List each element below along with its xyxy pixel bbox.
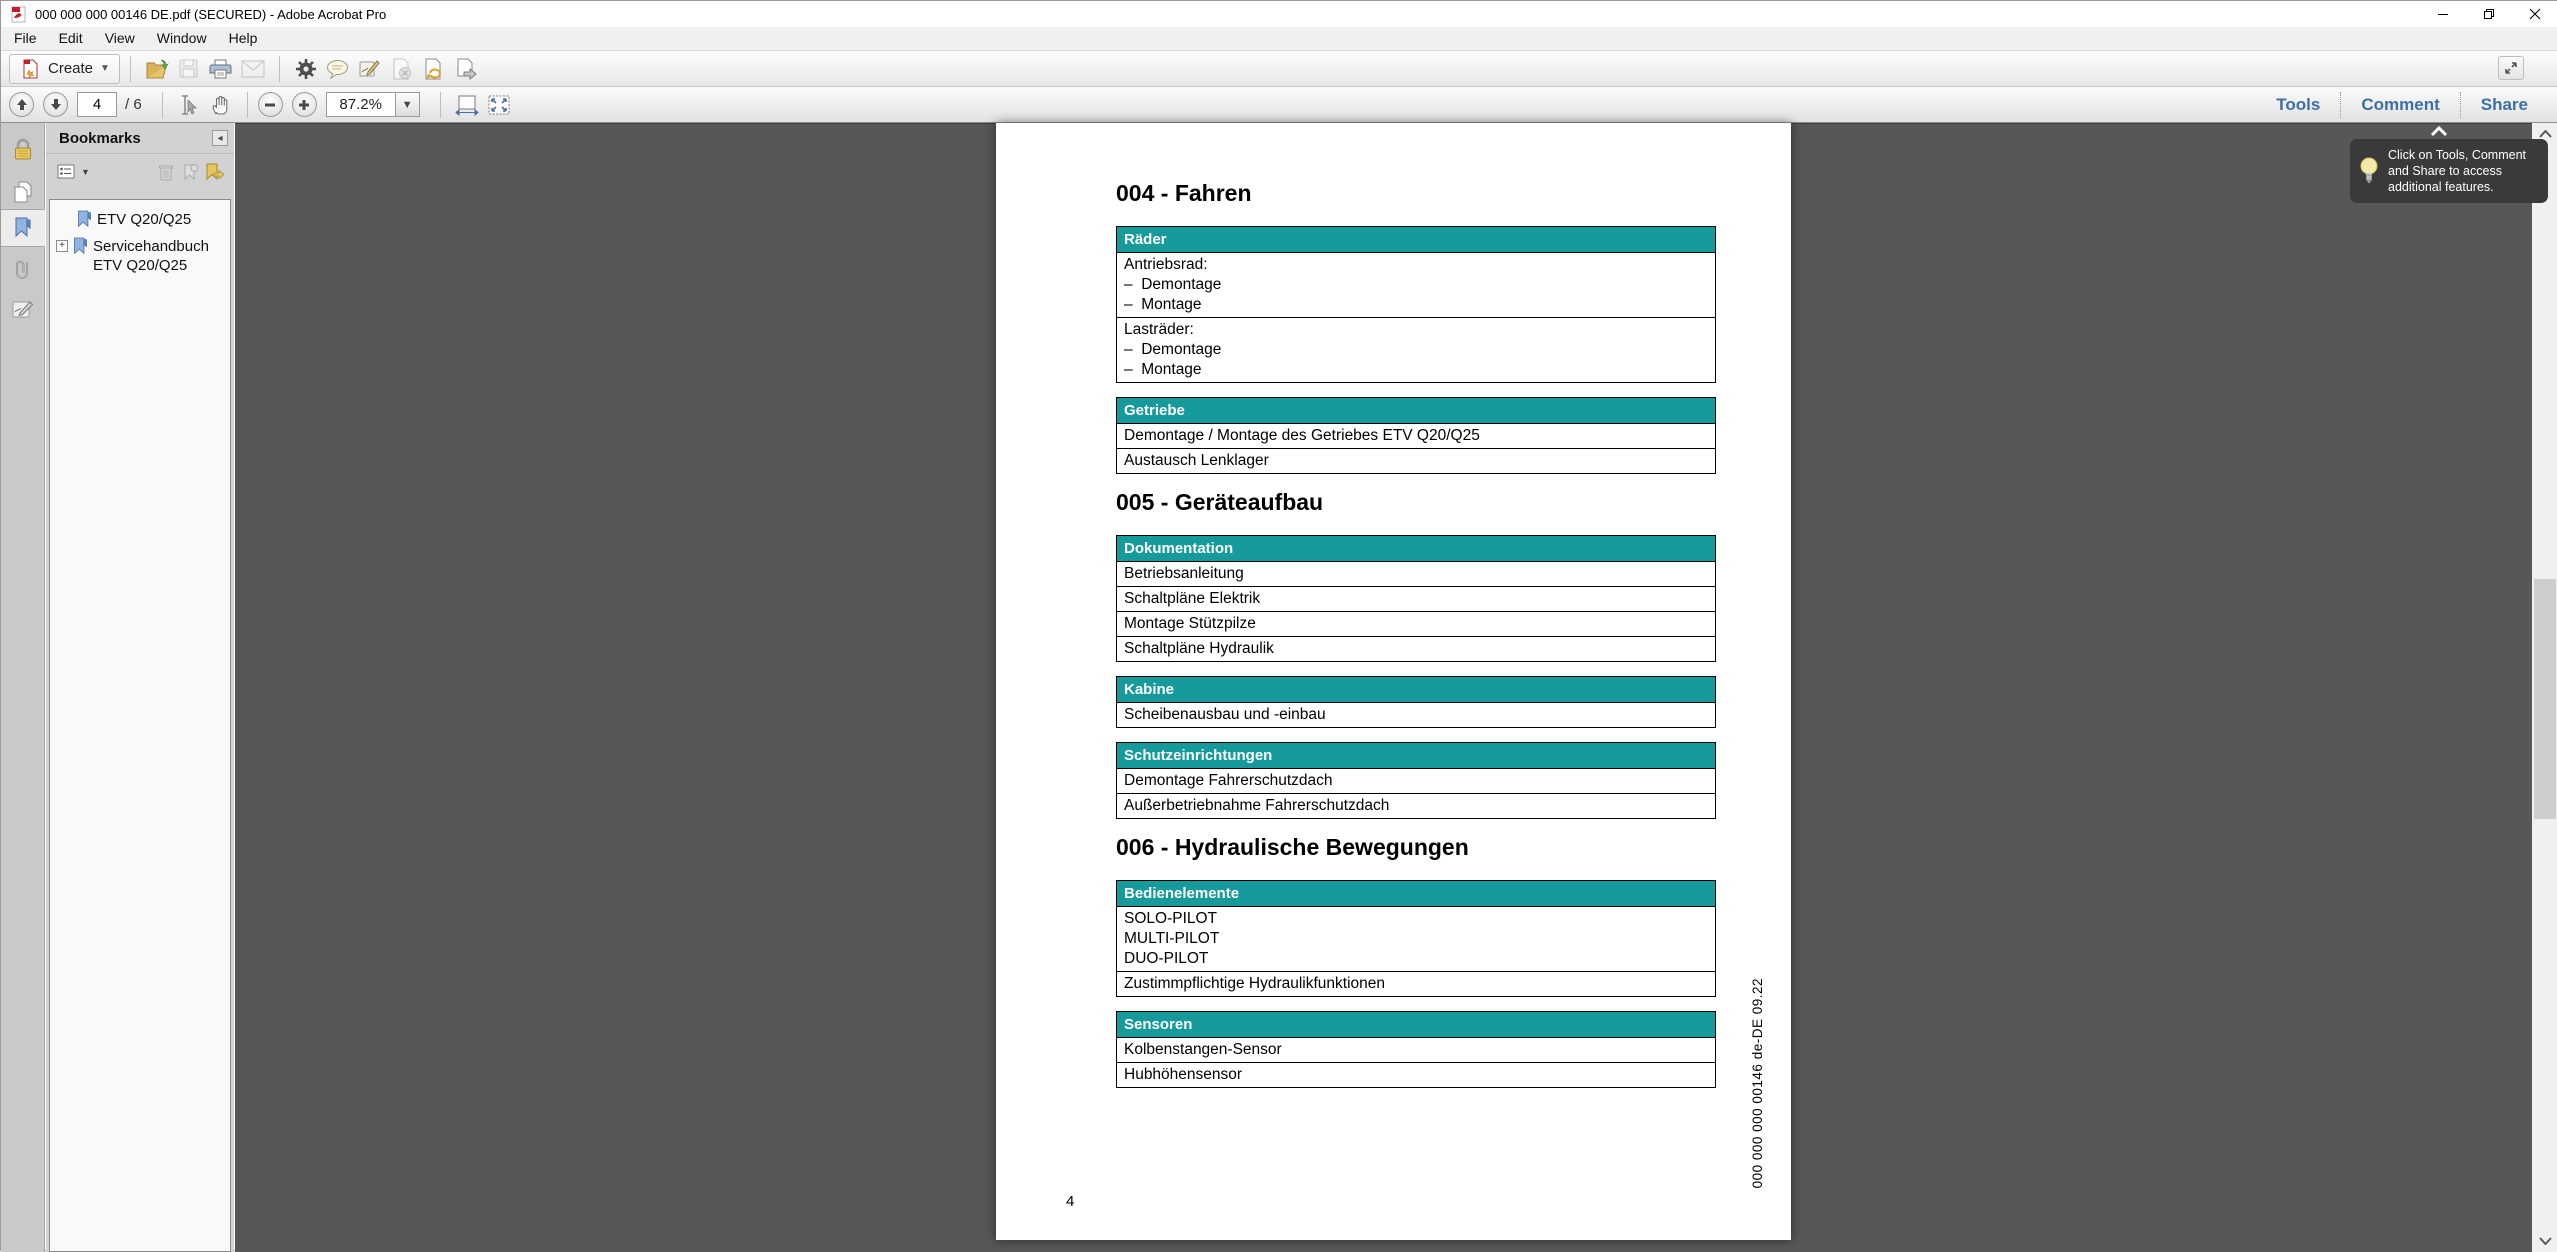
zoom-level-dropdown[interactable]	[396, 92, 420, 117]
table-row	[1117, 703, 1716, 728]
pdf-page	[996, 123, 1791, 1240]
table-row-line: Antriebsrad:	[1124, 256, 1208, 273]
tools-button[interactable]: Tools	[2276, 95, 2321, 114]
table-row	[1117, 449, 1716, 474]
table-row-line: – Montage	[1124, 296, 1202, 313]
feature-callout	[2350, 139, 2548, 203]
table-row-line: Montage Stützpilze	[1124, 615, 1256, 632]
page-number-input[interactable]	[77, 92, 117, 117]
print-button[interactable]	[205, 54, 237, 84]
table-header: Kabine	[1117, 677, 1716, 703]
attachments-tab[interactable]	[1, 253, 45, 287]
callout-text: Click on Tools, Comment and Share to access additional features.	[2388, 148, 2527, 194]
delete-bookmark-button[interactable]	[154, 161, 178, 183]
chevron-up-icon	[2539, 130, 2552, 138]
title-bar	[1, 1, 2557, 27]
toolbar-separator	[162, 92, 163, 118]
table-row-line: DUO-PILOT	[1124, 950, 1209, 967]
table-row-line: – Demontage	[1124, 276, 1222, 293]
menu-item-window[interactable]: Window	[156, 30, 207, 46]
new-bookmark-button[interactable]	[178, 161, 202, 183]
zoom-level-value[interactable]: 87.2%	[326, 92, 396, 117]
bookmarks-panel-title: Bookmarks	[59, 129, 141, 147]
export-button[interactable]	[450, 54, 482, 84]
table-row-line: MULTI-PILOT	[1124, 930, 1220, 947]
page-footer-number: 4	[1066, 1193, 1075, 1210]
table-row-line: Kolbenstangen-Sensor	[1124, 1041, 1282, 1058]
table-row-line: Lasträder:	[1124, 321, 1194, 338]
bookmarks-tab[interactable]	[1, 209, 45, 247]
previous-page-button[interactable]	[9, 92, 34, 117]
section-heading: 004 - Fahren	[1116, 180, 1252, 206]
bookmarks-list	[49, 199, 231, 1252]
table-row	[1117, 972, 1716, 997]
table-row-line: Scheibenausbau und -einbau	[1124, 706, 1326, 723]
lightbulb-icon	[2358, 156, 2380, 186]
table-header: Getriebe	[1117, 398, 1716, 424]
create-button-label: Create	[48, 60, 94, 77]
delete-pages-button[interactable]	[386, 54, 418, 84]
toc-table	[1116, 1011, 1716, 1088]
table-row	[1117, 587, 1716, 612]
open-file-button[interactable]	[141, 54, 173, 84]
document-code-vertical-label: 000 000 000 00146 de-DE 09.22	[1750, 977, 1765, 1188]
toc-table	[1116, 676, 1716, 728]
toolbar-separator	[440, 92, 441, 118]
chevron-down-icon: ▼	[81, 166, 90, 177]
navigation-pane-strip	[1, 123, 45, 1252]
table-row-line: – Demontage	[1124, 341, 1222, 358]
toc-table	[1116, 535, 1716, 662]
chevron-down-icon: ▼	[100, 63, 110, 74]
table-row	[1117, 637, 1716, 662]
zoom-in-button[interactable]	[292, 92, 317, 117]
table-row	[1117, 1038, 1716, 1063]
create-pdf-icon	[19, 58, 41, 80]
table-header: Bedienelemente	[1117, 881, 1716, 907]
bookmark-icon	[72, 236, 89, 257]
table-row-line: Schaltpläne Elektrik	[1124, 590, 1261, 607]
settings-gear-button[interactable]	[290, 54, 322, 84]
email-button[interactable]	[237, 54, 269, 84]
table-header: Schutzeinrichtungen	[1117, 743, 1716, 769]
zoom-out-button[interactable]	[258, 92, 283, 117]
expand-current-bookmark-button[interactable]	[202, 161, 226, 183]
table-row	[1117, 1063, 1716, 1088]
paperclip-icon	[12, 258, 34, 282]
bookmark-icon	[76, 209, 93, 230]
callout-caret-icon	[2430, 124, 2448, 142]
table-row-line: Austausch Lenklager	[1124, 452, 1269, 469]
collapse-panel-button[interactable]	[212, 130, 228, 146]
table-row	[1117, 253, 1716, 318]
bookmark-icon	[13, 216, 33, 240]
trash-icon	[158, 163, 174, 181]
select-tool-button[interactable]	[173, 90, 205, 120]
page-count-label: / 6	[125, 96, 142, 113]
save-button[interactable]	[173, 54, 205, 84]
expand-plus-icon[interactable]: +	[56, 240, 68, 252]
toc-table	[1116, 397, 1716, 474]
chevron-down-icon: ▼	[401, 98, 413, 111]
float-toolbar-button[interactable]	[2498, 56, 2524, 80]
close-button[interactable]	[2512, 1, 2557, 27]
main-toolbar	[1, 51, 2557, 87]
table-row-line: Demontage / Montage des Getriebes ETV Q20/Q25	[1124, 427, 1480, 444]
comment-bubble-button[interactable]	[322, 54, 354, 84]
sign-button[interactable]	[354, 54, 386, 84]
scroll-down-button[interactable]	[2532, 1230, 2557, 1252]
table-row-line: Betriebsanleitung	[1124, 565, 1244, 582]
chevron-left-icon: ◂	[217, 132, 223, 144]
goto-bookmark-icon	[204, 162, 224, 181]
table-row-line: – Montage	[1124, 361, 1202, 378]
menu-item-file[interactable]: File	[14, 30, 37, 46]
bookmark-label[interactable]: Servicehandbuch ETV Q20/Q25	[93, 238, 209, 274]
next-page-button[interactable]	[43, 92, 68, 117]
table-row	[1117, 562, 1716, 587]
chevron-down-icon	[2539, 1237, 2552, 1245]
new-bookmark-icon	[182, 163, 199, 181]
table-row	[1117, 907, 1716, 972]
menu-item-view[interactable]: View	[104, 30, 135, 46]
fit-width-button[interactable]	[451, 90, 483, 120]
bookmarks-panel	[46, 123, 234, 1252]
restore-button[interactable]	[2466, 1, 2512, 27]
table-row	[1117, 769, 1716, 794]
scrollbar-thumb[interactable]	[2534, 579, 2556, 819]
toc-table	[1116, 880, 1716, 997]
table-row-line: Zustimmpflichtige Hydraulikfunktionen	[1124, 975, 1386, 992]
table-header: Sensoren	[1117, 1012, 1716, 1038]
hand-tool-button[interactable]	[205, 90, 237, 120]
share-button[interactable]: Share	[2480, 95, 2528, 114]
toolbar-separator	[279, 56, 280, 82]
table-row-line: Demontage Fahrerschutzdach	[1124, 772, 1333, 789]
table-row-line: Hubhöhensensor	[1124, 1066, 1243, 1083]
create-button[interactable]	[9, 54, 120, 84]
security-tab[interactable]	[1, 133, 45, 167]
page-thumbnails-tab[interactable]	[1, 175, 45, 209]
menu-bar	[1, 27, 2557, 51]
minimize-button[interactable]	[2420, 1, 2466, 27]
signature-icon	[12, 300, 34, 320]
bookmark-options-button[interactable]	[54, 161, 78, 183]
toc-table	[1116, 742, 1716, 819]
table-row-line: Außerbetriebnahme Fahrerschutzdach	[1124, 797, 1390, 814]
menu-item-help[interactable]: Help	[228, 30, 258, 46]
signatures-tab[interactable]	[1, 293, 45, 327]
lock-icon	[13, 138, 33, 162]
comment-button[interactable]: Comment	[2361, 95, 2440, 114]
pages-icon	[12, 180, 34, 204]
fit-page-button[interactable]	[483, 90, 515, 120]
rotate-pages-button[interactable]	[418, 54, 450, 84]
section-heading: 005 - Geräteaufbau	[1116, 489, 1324, 515]
section-heading: 006 - Hydraulische Bewegungen	[1116, 834, 1469, 860]
table-row	[1117, 424, 1716, 449]
table-row	[1117, 318, 1716, 383]
options-list-icon	[57, 164, 75, 179]
acrobat-pdf-icon	[10, 6, 27, 23]
window-title: 000 000 000 00146 DE.pdf (SECURED) - Adobe Acrobat Pro	[35, 6, 387, 22]
menu-item-edit[interactable]: Edit	[58, 30, 83, 46]
toc-table	[1116, 226, 1716, 383]
bookmark-label[interactable]: ETV Q20/Q25	[97, 211, 192, 228]
navigation-toolbar	[1, 87, 2557, 123]
toolbar-separator	[247, 92, 248, 118]
bookmarks-options-bar	[46, 153, 234, 189]
toolbar-separator	[130, 56, 131, 82]
vertical-scrollbar[interactable]	[2532, 123, 2557, 1252]
table-row	[1117, 794, 1716, 819]
table-header: Dokumentation	[1117, 536, 1716, 562]
table-row-line: SOLO-PILOT	[1124, 910, 1218, 927]
bookmark-item[interactable]	[54, 206, 226, 233]
bookmark-item[interactable]	[54, 233, 226, 278]
table-header: Räder	[1117, 227, 1716, 253]
table-row-line: Schaltpläne Hydraulik	[1124, 640, 1274, 657]
table-row	[1117, 612, 1716, 637]
